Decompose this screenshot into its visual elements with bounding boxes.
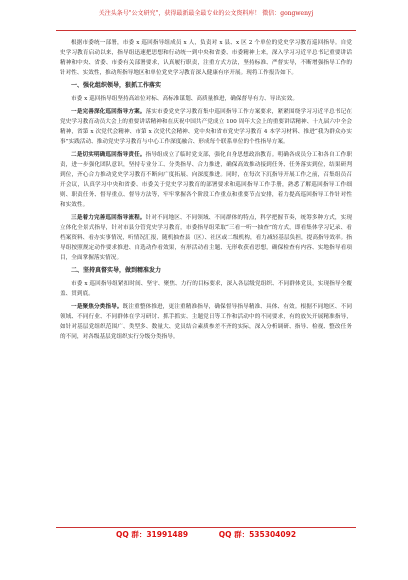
point-lead: 一是完善深化巡回指导方案。: [71, 109, 146, 115]
qq-group-2: QQ 群：535304092: [218, 530, 297, 539]
qq-group-1: QQ 群：31991489: [115, 530, 189, 539]
footer-divider: [56, 527, 356, 528]
section-1-heading: 一、强化组织领导，狠抓工作落实: [71, 82, 162, 89]
document-body: [60, 38, 352, 345]
point-body: 落实市委党史学习教育集中巡回指导工作方案要求，紧紧围绕学习习近平总书记在党史学习教育动员大会上的重要讲话精神和在庆祝中国共产党成立 100 周年大会上的重要讲话精神、十九届六中全会精神，省第 x 次党代会精神、市第 x 次党代会精神、党中央和省市党史学习教育 4 本学习材料、推进“我为群众办实事”实践活动、推动党史学习教育与中心工作深度融合、形成每个联系单位的个性指导方案。: [60, 109, 352, 145]
section-1-intro: 市委 x 巡回指导组坚持高站位对标、高标准谋划、高质量推进，确保督导有力、导出实效。: [71, 96, 298, 102]
intro-paragraph: 根据市委统一部署，市委 x 巡回指导组成员 x 人，负责对 x 县、x 区 2 个单位的党史学习教育巡回指导。自党史学习教育启动以来，指导组迅速把思想和行动统一到中央和省委、市委精神上来，深入学习习近平总书记重要讲话精神和中央、省委、市委有关部署要求，认真履行职责，注重方式方法，坚持标准、严督实导，不断增强指导工作的针对性、实效性，推动所指导地区和单位党史学习教育深入健康有序开展。现将工作报告如下。: [60, 40, 352, 76]
section-2-point-1: [60, 302, 352, 342]
section-2-heading: 二、坚持真督实导，做到精准发力: [71, 267, 162, 274]
header-divider: [56, 30, 356, 31]
point-lead: 三是着力完善巡回指导流程。: [71, 215, 146, 221]
point-body: 既注重整体推进，更注重精准指导，确保督导指导精准、具体、有效。根据不同地区、不同领域、不同行业、不同群体在学习研讨、抓手抓实、主题党日等工作和活动中的不同要求，有的放矢开展精准指导，如针对基层党组织范围广、类型多、数量大、党员结合素质参差不齐的实际，深入分析调研、指导、检视、整改任务的不同，对各级基层党组织实行分级分类指导。: [60, 304, 352, 340]
point-lead: 二是切实明确巡回指导责任。: [71, 152, 146, 158]
contact-footer: [56, 530, 356, 540]
point-body: 指导组成立了临时党支部，强化自身思想政治教育。明确各成员分工和各自工作职责，进一步强化团队意识，坚持专业分工、分类指导、合力推进，确保高效推动接到任务、任务落实到位，结果研判到位，齐心合力推动党史学习教育不断向广度拓展、向深度推进。同时，在每次下沉指导开展工作之前，召集组员召开会议，认真学习中央和省委、市委关于党史学习教育的部署要求和巡回指导工作手册，熟悉了解巡回指导工作细则、职责任务、督导重点、督导方法等，牢牢掌握各个阶段工作重点和重要节点安排，着力提高巡回指导工作针对性和实效性。: [60, 152, 352, 208]
section-1-point-2: [60, 150, 352, 210]
section-1-point-1: [60, 107, 352, 147]
section-2-intro: 市委 x 巡回指导组紧扣时间、坚守、聚焦、力行的目标要求，深入各层级党组织、不同群体党员，实现指导全覆盖、贯到底。: [60, 281, 352, 297]
promo-banner: 关注头条号"公文研究"，获得最新最全最专业的公文资料库！ 微信：gongwenyj: [98, 10, 314, 17]
section-1-point-3: [60, 213, 352, 263]
point-lead: 一是聚焦分类指导。: [71, 304, 123, 310]
point-body: 针对不同地区、不同领域、不同群体的特点，科学把握节奏，统筹多种方式，实现立体化全景式指导，针对市县分管党史学习教育，市委指导组采取“三看一听一抽查”的方式，即看集体学习记录、看档案资料、看办实事情况，听情况汇报，随机抽查县（区）、社区或二级机构，看力减轻基层负担，提高指导效率。指导组按照规定动作要求推进、自选动作看效果，有形活动看主题、无形收获看思想，确保检查有内容、实地指导看项目，全面掌握落实情况。: [60, 215, 352, 261]
